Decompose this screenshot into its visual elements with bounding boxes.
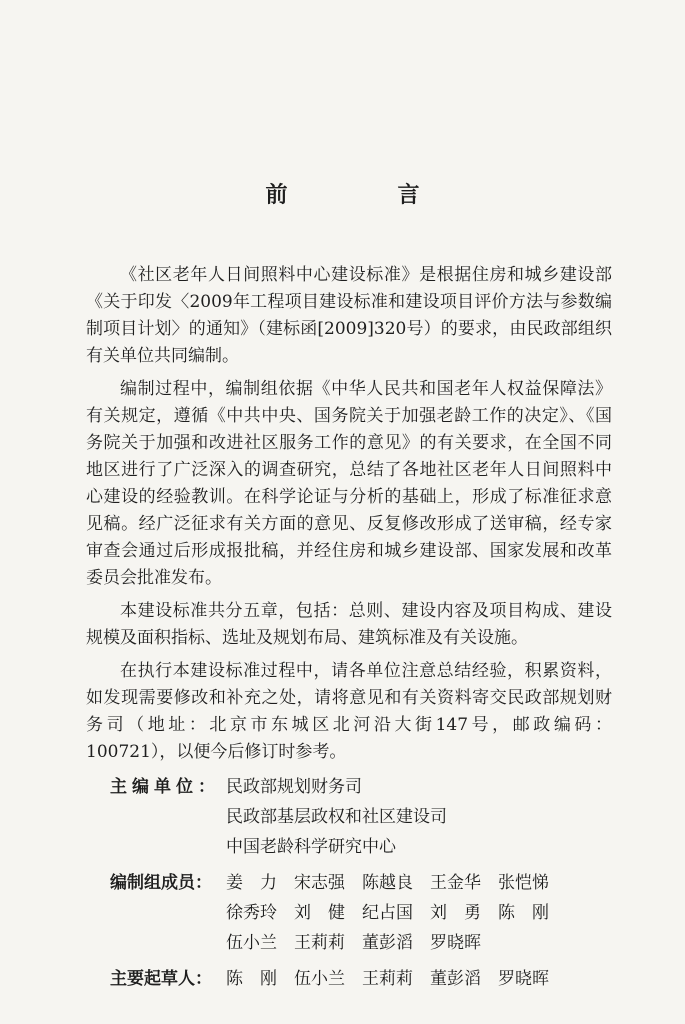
page-title: 前 言 — [265, 183, 464, 208]
paragraph: 《社区老年人日间照料中心建设标准》是根据住房和城乡建设部《关于印发〈2009年工程项目建设标准和建设项目评价方法与参数编制项目计划〉的通知》（建标函[2009]320号）的要求，由民政部组织有关单位共同编制。 — [86, 265, 612, 366]
editor-unit: 中国老龄科学研究中心 — [226, 837, 396, 857]
drafter-name: 董彭滔 — [430, 969, 481, 989]
member-name: 王莉莉 — [294, 933, 345, 953]
member-name: 罗晓晖 — [430, 933, 481, 953]
editor-unit: 民政部规划财务司 — [226, 777, 362, 797]
member-name: 陈 刚 — [498, 903, 549, 923]
member-name: 姜 力 — [226, 873, 277, 893]
member-name: 刘 健 — [294, 903, 345, 923]
team-members — [226, 868, 610, 958]
member-name: 王金华 — [430, 873, 481, 893]
drafter-name: 伍小兰 — [294, 969, 345, 989]
member-name: 徐秀玲 — [226, 903, 277, 923]
member-name: 纪占国 — [362, 903, 413, 923]
member-name: 陈越良 — [362, 873, 413, 893]
team-label: 编制组成员： — [110, 873, 212, 893]
drafter-name: 罗晓晖 — [498, 969, 549, 989]
paragraph: 编制过程中，编制组依据《中华人民共和国老年人权益保障法》有关规定，遵循《中共中央、国务院关于加强老龄工作的决定》、《国务院关于加强和改进社区服务工作的意见》的有关要求，在全国不同地区进行了广泛深入的调查研究，总结了各地社区老年人日间照料中心建设的经验教训。在科学论证与分析的基础上，形成了标准征求意见稿。经广泛征求有关方面的意见、反复修改形成了送审稿，经专家审查会通过后形成报批稿，并经住房和城乡建设部、国家发展和改革委员会批准发布。 — [86, 379, 612, 588]
member-name: 伍小兰 — [226, 933, 277, 953]
editor-unit: 民政部基层政权和社区建设司 — [226, 807, 447, 827]
member-name: 张恺悌 — [498, 873, 549, 893]
editor-row — [110, 772, 610, 862]
drafter-name: 王莉莉 — [362, 969, 413, 989]
preface-body — [86, 262, 612, 766]
paragraph: 本建设标准共分五章，包括：总则、建设内容及项目构成、建设规模及面积指标、选址及规划布局、建筑标准及有关设施。 — [86, 601, 612, 648]
drafter-name: 陈 刚 — [226, 969, 277, 989]
drafters-row — [110, 964, 610, 994]
drafters-label: 主要起草人： — [110, 969, 212, 989]
member-name: 董彭滔 — [362, 933, 413, 953]
paragraph: 在执行本建设标准过程中，请各单位注意总结经验，积累资料，如发现需要修改和补充之处，请将意见和有关资料寄交民政部规划财务司（地址：北京市东城区北河沿大街147号，邮政编码：100721），以便今后修订时参考。 — [86, 661, 612, 762]
team-row — [110, 868, 610, 958]
editor-units — [226, 772, 610, 862]
drafters — [226, 964, 610, 994]
editor-label: 主编单位： — [110, 777, 220, 797]
credits-section — [110, 772, 610, 1000]
member-name: 刘 勇 — [430, 903, 481, 923]
member-name: 宋志强 — [294, 873, 345, 893]
